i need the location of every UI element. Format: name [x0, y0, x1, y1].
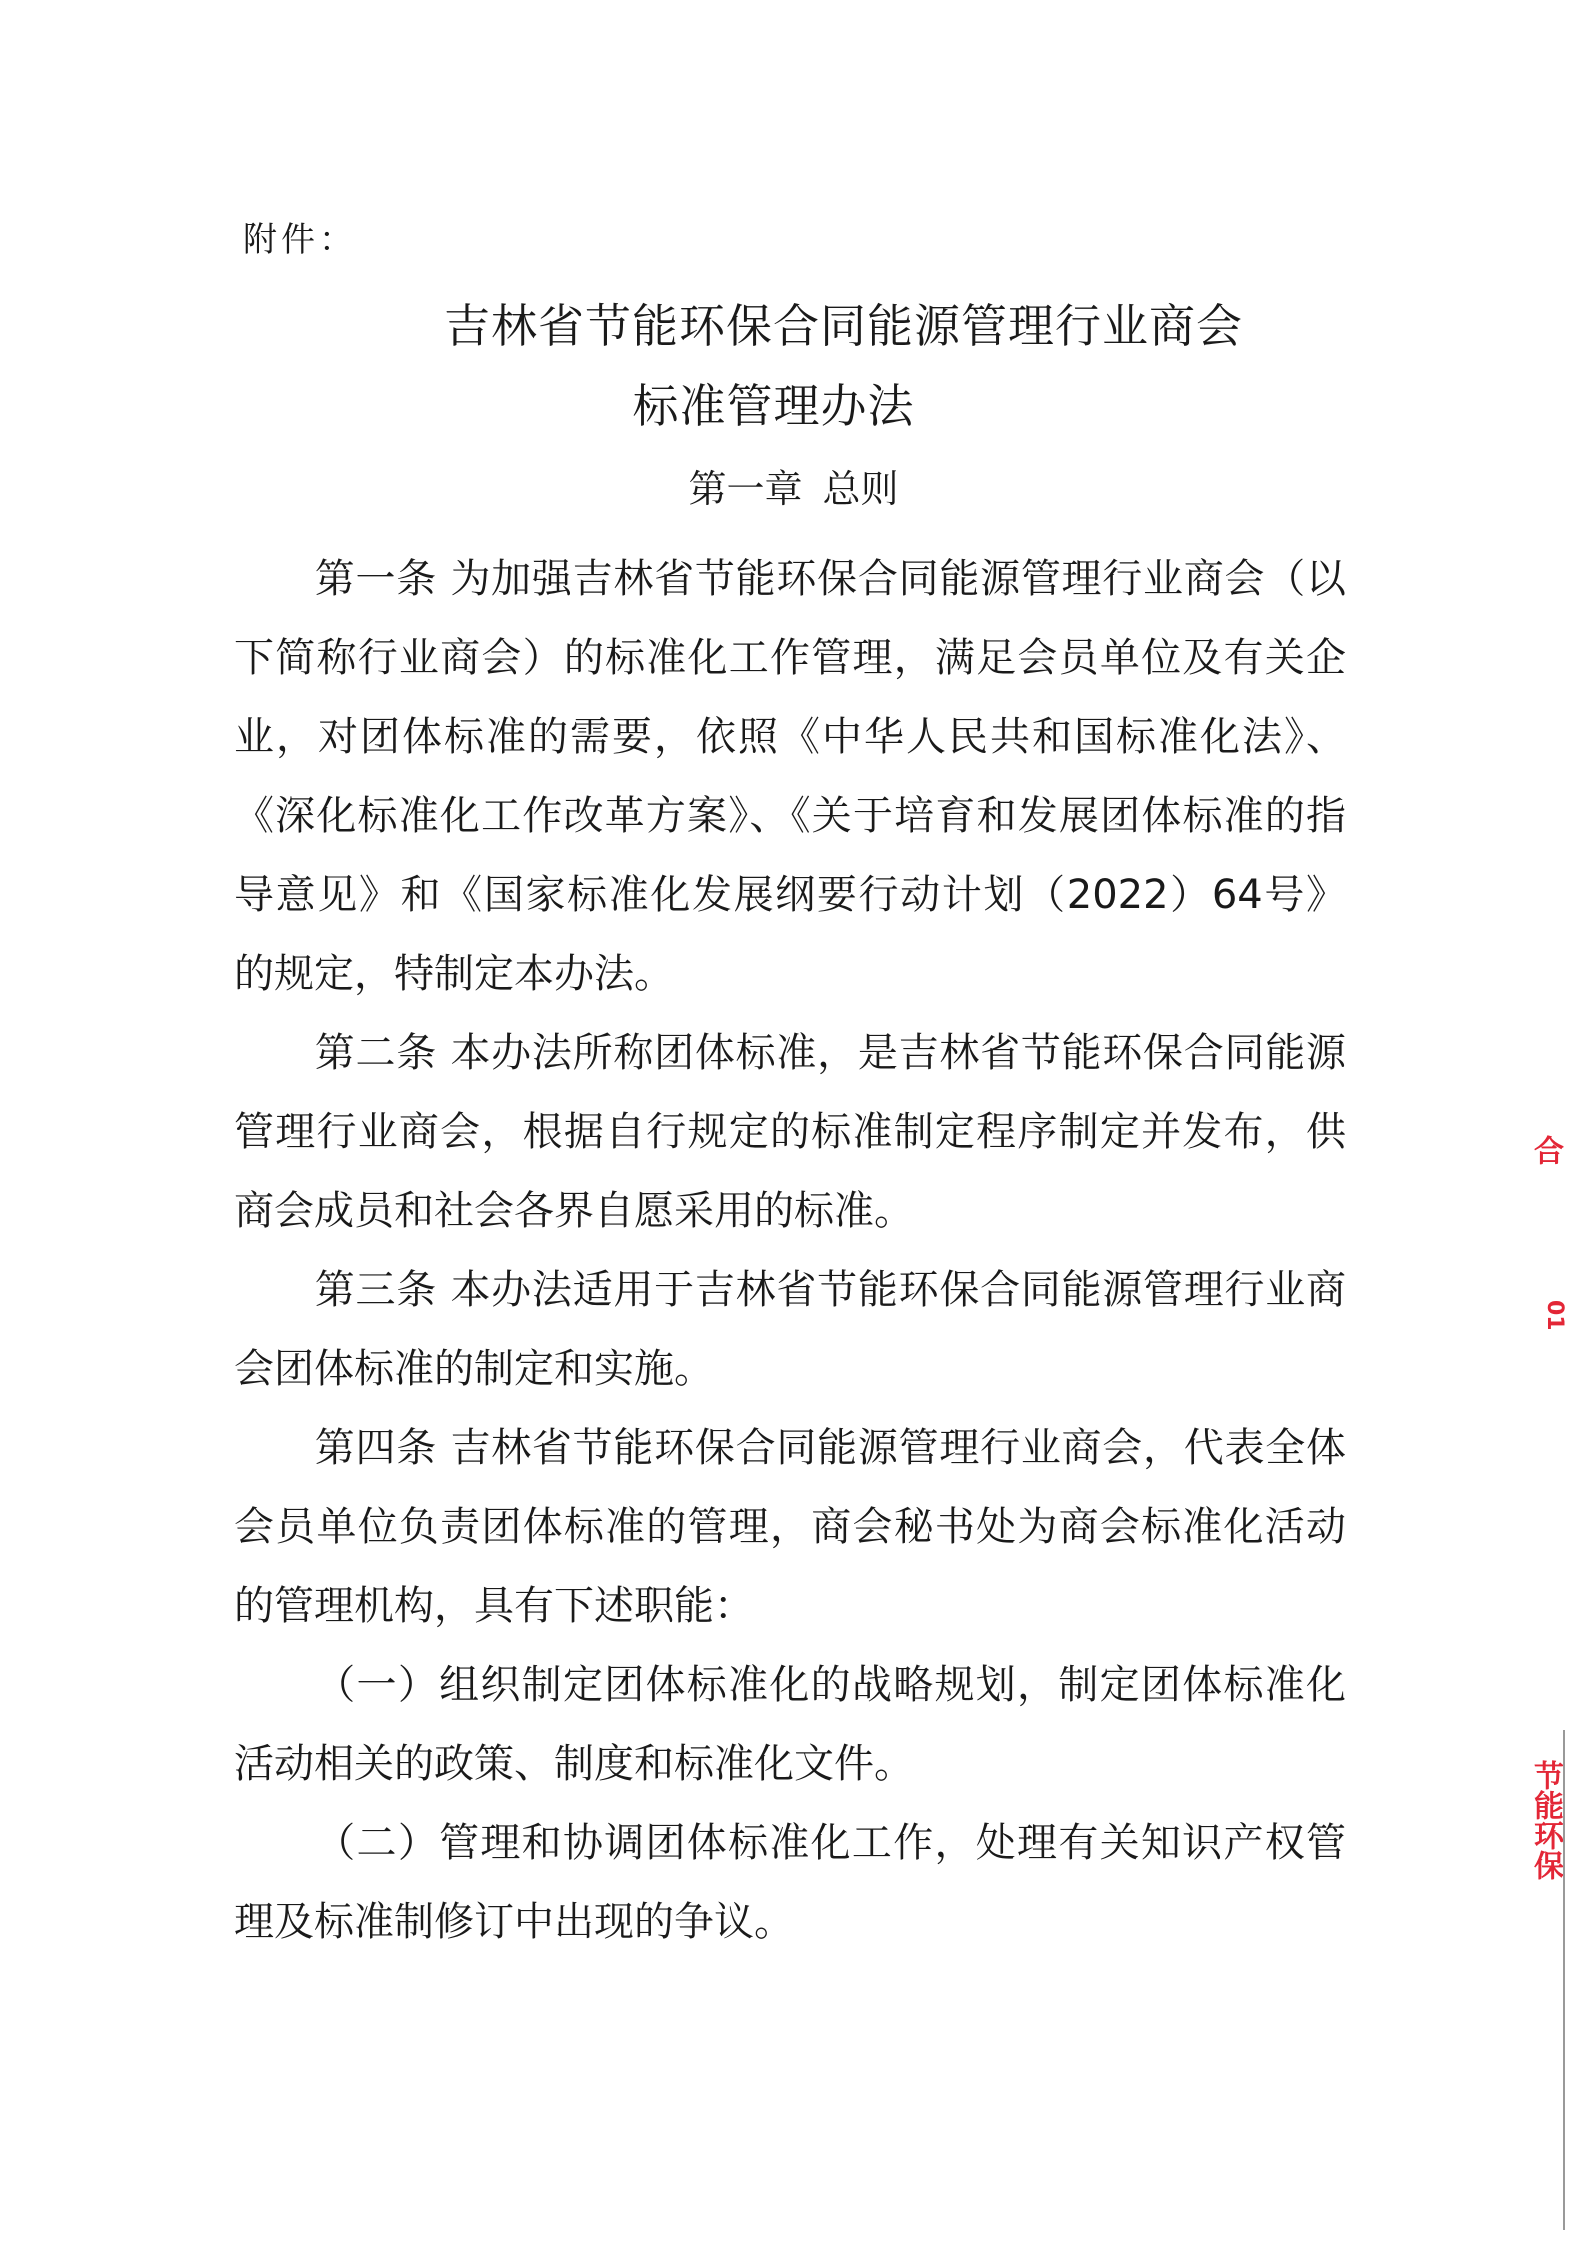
attachment-label: 附件： — [243, 220, 357, 260]
chapter-heading — [0, 458, 1587, 513]
article-text: 本办法所称团体标准，是吉林省节能环保合同能源管理行业商会，根据自行规定的标准制定程序制定并发布，供商会成员和社会各界自愿采用的标准。 — [234, 1030, 1347, 1234]
article-lead: 第三条 — [314, 1267, 437, 1313]
page-edge-line — [1563, 1730, 1565, 2230]
article-text: 吉林省节能环保合同能源管理行业商会，代表全体会员单位负责团体标准的管理，商会秘书处为商会标准化活动的管理机构，具有下述职能： — [234, 1425, 1347, 1629]
item-text: （一）组织制定团体标准化的战略规划，制定团体标准化活动相关的政策、制度和标准化文件。 — [234, 1662, 1346, 1787]
chapter-name: 总则 — [822, 467, 899, 511]
article-2 — [234, 1014, 1346, 1251]
seal-fragment-middle: 01 — [1542, 1300, 1567, 1331]
seal-fragment-top: 合 — [1528, 1135, 1563, 1165]
chapter-number: 第一章 — [688, 467, 803, 511]
article-lead: 第一条 — [314, 556, 437, 602]
seal-fragment-bottom: 节能环保 — [1528, 1760, 1563, 1880]
document-title-line-2: 标准管理办法 — [632, 379, 915, 433]
article-3 — [234, 1251, 1346, 1409]
document-body — [234, 540, 1346, 1962]
article-4 — [234, 1409, 1346, 1646]
article-lead: 第二条 — [314, 1030, 437, 1076]
article-text: 本办法适用于吉林省节能环保合同能源管理行业商会团体标准的制定和实施。 — [234, 1267, 1347, 1392]
article-lead: 第四条 — [314, 1425, 437, 1471]
item-2 — [234, 1804, 1346, 1962]
article-1 — [234, 540, 1346, 1014]
item-1 — [234, 1646, 1346, 1804]
item-text: （二）管理和协调团体标准化工作，处理有关知识产权管理及标准制修订中出现的争议。 — [234, 1820, 1346, 1945]
article-text: 为加强吉林省节能环保合同能源管理行业商会（以下简称行业商会）的标准化工作管理，满足会员单位及有关企业，对团体标准的需要，依照《中华人民共和国标准化法》、《深化标准化工作改革方案》、《关于培育和发展团体标准的指导意见》和《国家标准化发展纲要行动计划（2022）64号》的规定，特制定本办法。 — [234, 556, 1347, 997]
document-title-line-1: 吉林省节能环保合同能源管理行业商会 — [444, 299, 1243, 353]
